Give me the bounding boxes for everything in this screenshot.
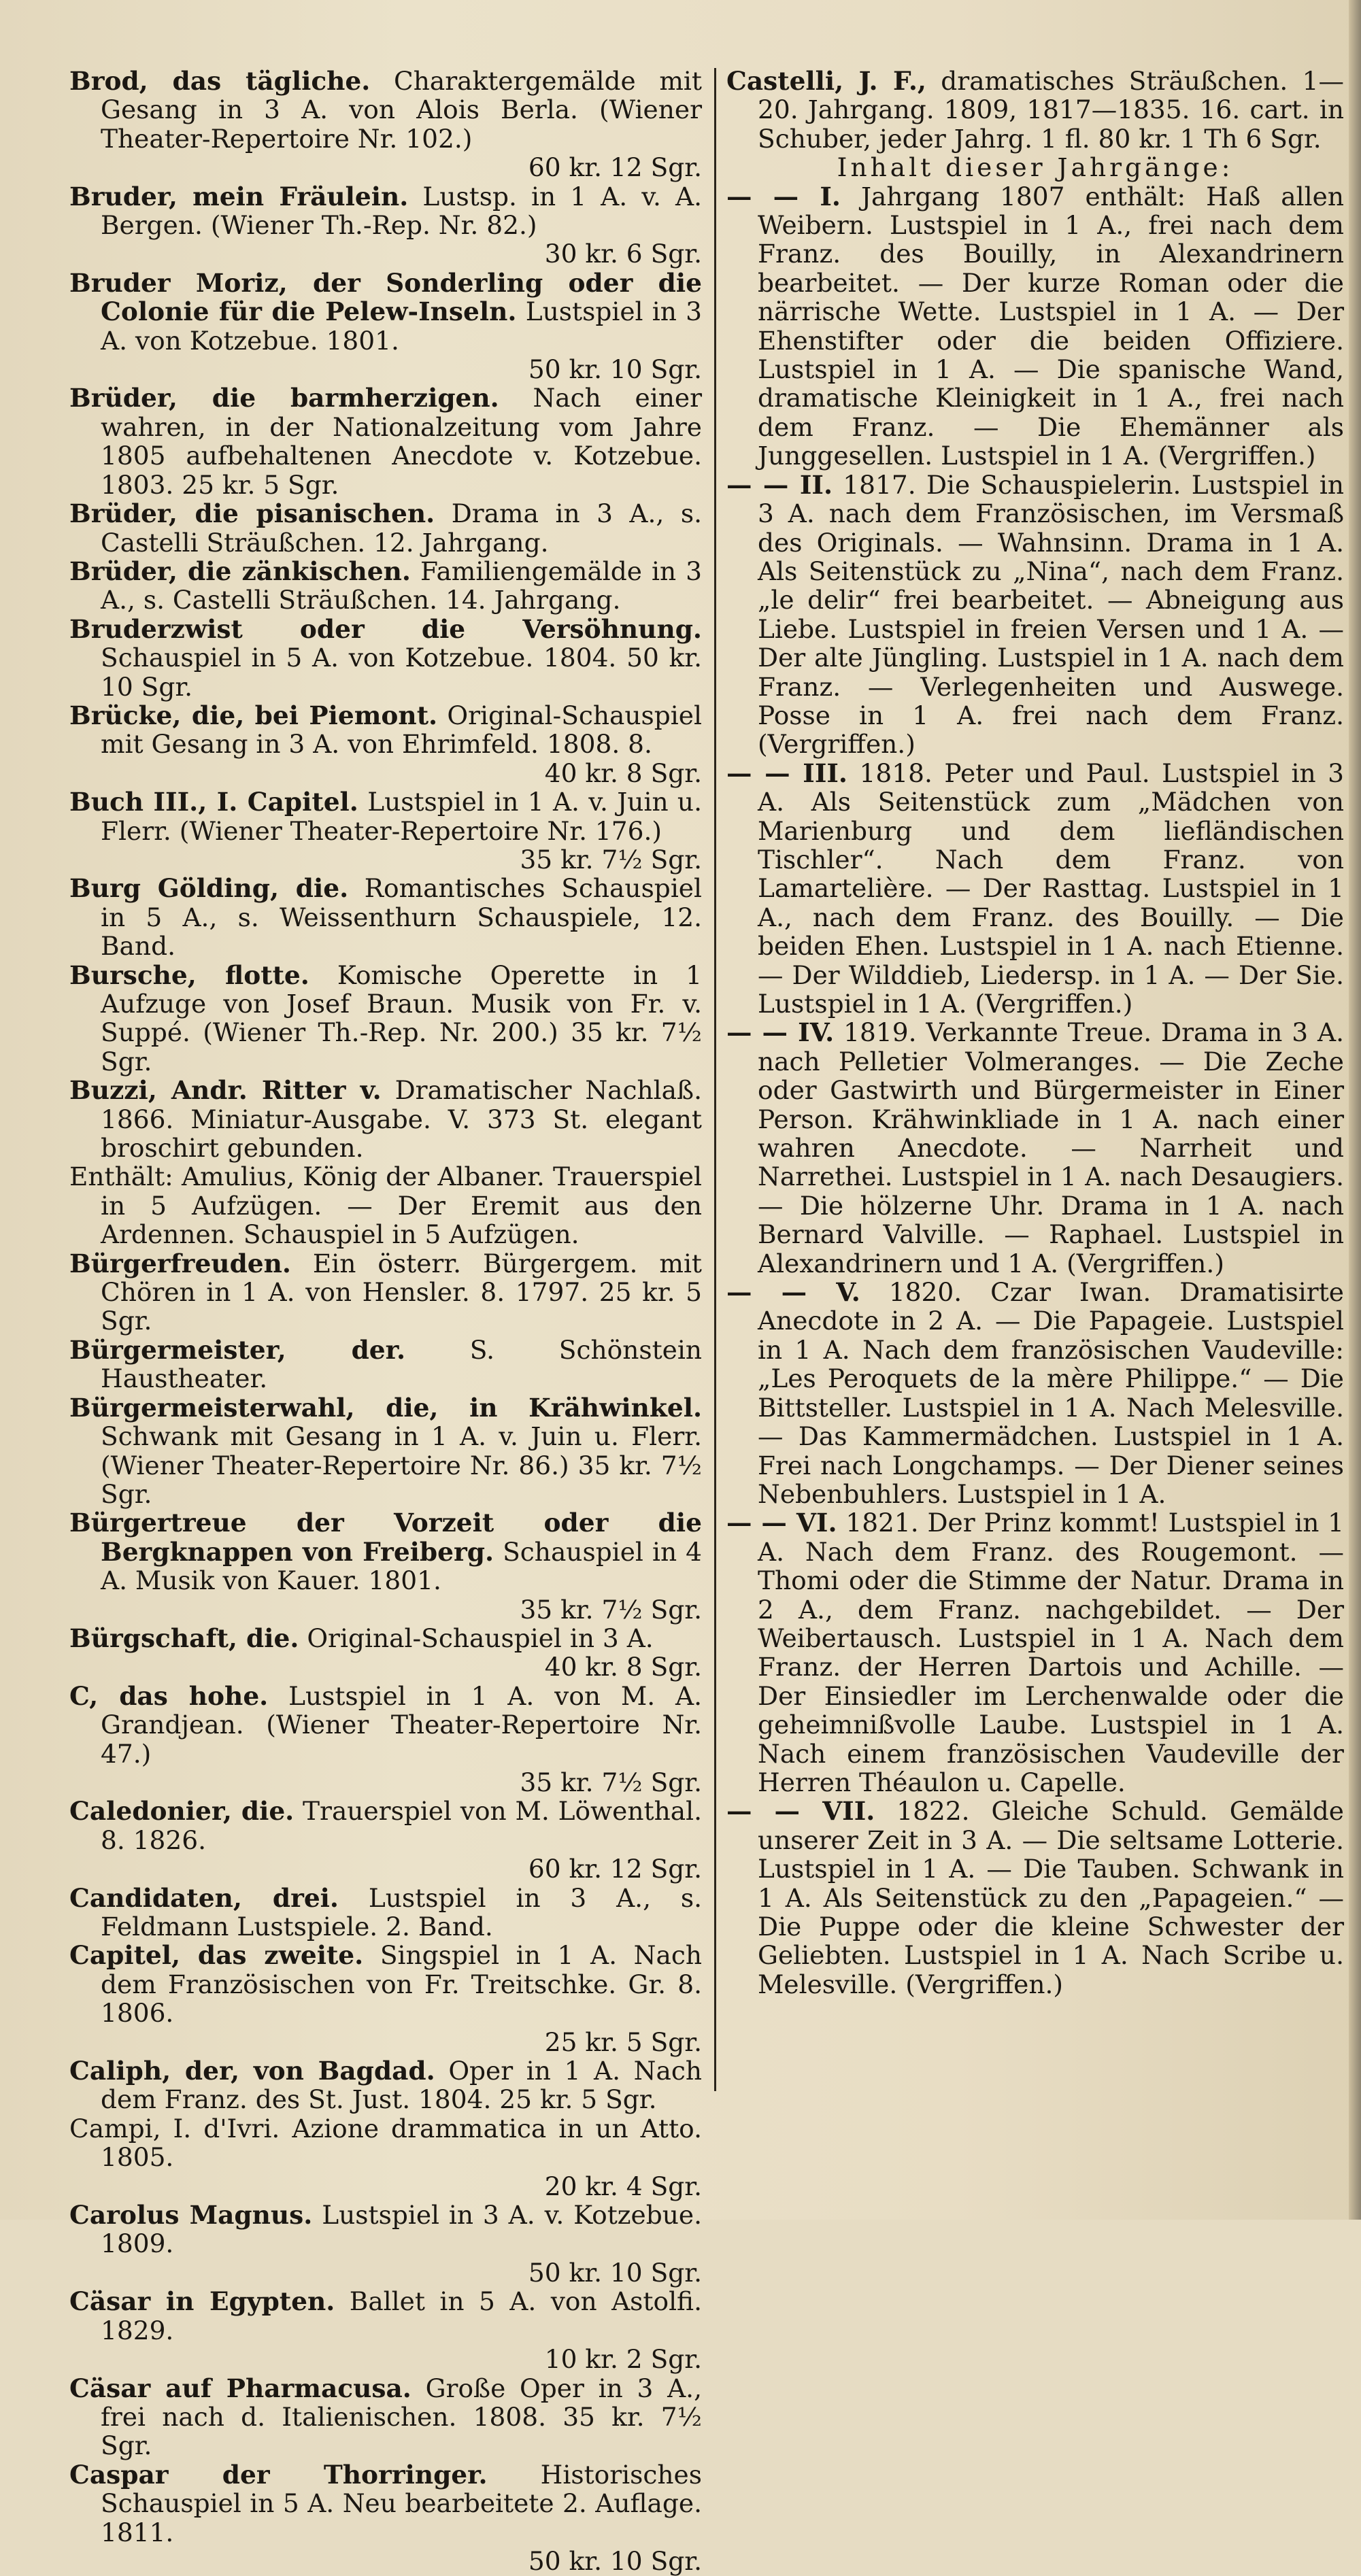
entry-title: Cäsar in Egypten. (69, 2286, 335, 2317)
entry-text: Original-Schauspiel in 3 A. (307, 1623, 654, 1653)
entry-text: Komische Operette in 1 Aufzuge von Josef Braun. Musik von Fr. v. Suppé. (Wiener Th.-Rep. Nr. 200.) 35 kr. 7½ Sgr. (101, 960, 702, 1077)
year-entry (726, 759, 1344, 1019)
catalog-entry (69, 1508, 702, 1624)
catalog-entry (69, 701, 702, 787)
entry-title: Bürgschaft, die. (69, 1623, 299, 1653)
entry-price: 60 kr. 12 Sgr. (528, 152, 702, 183)
entry-text: Original-Schauspiel mit Gesang in 3 A. von Ehrimfeld. 1808. 8. (101, 700, 702, 760)
entry-title: C, das hohe. (69, 1680, 269, 1711)
entry-text: Nach einer wahren, in der Nationalzeitung vom Jahre 1805 aufbehaltenen Anecdote v. Kotzebue. 1803. 25 kr. 5 Sgr. (101, 383, 703, 500)
year-text: 1817. Die Schauspielerin. Lustspiel in 3 A. nach dem Französischen, im Versmaß des Originals. — Wahnsinn. Drama in 1 A. Als Seitenstück zu „Nina“, nach dem Franz. „le delir“ frei bearbeitet. — Abneigung aus Liebe. Lustspiel in freien Versen und 1 A. — Der alte Jüngling. Lustspiel in 1 A. nach dem Franz. — Verlegenheiten und Auswege. Posse in 1 A. frei nach dem Franz. (Vergriffen.) (758, 469, 1344, 760)
entry-text: Lustspiel in 3 A. v. Kotzebue. 1809. (101, 2200, 703, 2259)
catalog-entry (69, 384, 702, 499)
catalog-entry (69, 874, 702, 960)
year-entry (726, 1508, 1344, 1797)
entry-text: Große Oper in 3 A., frei nach d. Italienischen. 1808. 35 kr. 7½ Sgr. (101, 2373, 702, 2461)
catalog-entry (69, 1336, 702, 1393)
year-text: 1819. Verkannte Treue. Drama in 3 A. nach Pelletier Volmeranges. — Die Zeche oder Gastwirth und Bürgermeister in Einer Person. Krähwinkliade in 1 A. nach einer wahren Anecdote. — Narrheit und Narrethei. Lustspiel in 1 A. nach Desaugiers. — Die hölzerne Uhr. Drama in 1 A. nach Bernard Valville. — Raphael. Lustspiel in Alexandrinern und 1 A. (Vergriffen.) (758, 1017, 1345, 1278)
catalog-entry (69, 1941, 702, 2056)
catalog-entry (69, 787, 702, 874)
entry-text: Ein österr. Bürgergem. mit Chören in 1 A. von Hensler. 8. 1797. 25 kr. 5 Sgr. (101, 1248, 703, 1336)
catalog-entry (69, 2460, 702, 2576)
entry-title: Carolus Magnus. (69, 2200, 313, 2231)
entry-title: Bürgermeisterwahl, die, in Krähwinkel. (69, 1392, 702, 1423)
entry-price: 40 kr. 8 Sgr. (544, 758, 702, 788)
entry-text: Romantisches Schauspiel in 5 A., s. Weissenthurn Schauspiele, 12. Band. (101, 873, 702, 962)
catalog-entry (69, 1624, 702, 1682)
year-label: — — I. (726, 181, 841, 211)
entry-text: Enthält: Amulius, König der Albaner. Trauerspiel in 5 Aufzügen. — Der Eremit aus den Ardennen. Schauspiel in 5 Aufzügen. (69, 1162, 702, 1250)
entry-text: Lustspiel in 1 A. von M. A. Grandjean. (Wiener Theater-Repertoire Nr. 47.) (101, 1680, 702, 1769)
entry-title: Brüder, die zänkischen. (69, 556, 411, 586)
entry-text: Schwank mit Gesang in 1 A. v. Juin u. Flerr. (Wiener Theater-Repertoire Nr. 86.) 35 kr. 7½ Sgr. (101, 1421, 702, 1509)
entry-text: Trauerspiel von M. Löwenthal. 8. 1826. (101, 1796, 702, 1855)
year-entry (726, 1278, 1344, 1508)
contents-heading: Inhalt dieser Jahrgänge: (837, 152, 1234, 183)
entry-text: Lustspiel in 3 A., s. Feldmann Lustspiele. 2. Band. (101, 1882, 702, 1942)
entry-title: Castelli, J. F., (726, 66, 926, 96)
entry-title: Cäsar auf Pharmacusa. (69, 2373, 411, 2403)
year-label: — — IV. (726, 1017, 835, 1048)
page-edge (1349, 0, 1361, 2220)
catalog-entry (69, 2114, 702, 2201)
catalog-entry (69, 1249, 702, 1336)
year-text: Jahrgang 1807 enthält: Haß allen Weibern. Lustspiel in 1 A., frei nach dem Franz. des Bouilly, in Alexandrinern bearbeitet. — Der kurze Roman oder die närrische Wette. Lustspiel in 1 A. — Der Ehenstifter oder die beiden Offiziere. Lustspiel in 1 A. — Die spanische Wand, dramatische Kleinigkeit in 1 A., frei nach dem Franz. — Die Ehemänner als Junggesellen. Lustspiel in 1 A. (Vergriffen.) (758, 181, 1344, 471)
entry-price: 25 kr. 5 Sgr. (544, 2027, 702, 2057)
entry-title: Bruder Moriz, der Sonderling oder die Colonie für die Pelew-Inseln. (69, 267, 702, 327)
catalog-entry (69, 1162, 702, 1249)
entry-title: Brod, das tägliche. (69, 66, 371, 96)
entry-text: Ballet in 5 A. von Astolfi. 1829. (101, 2286, 702, 2345)
entry-title: Buzzi, Andr. Ritter v. (69, 1075, 382, 1106)
year-label: — — II. (726, 469, 833, 500)
entry-text: Dramatischer Nachlaß. 1866. Miniatur-Ausgabe. V. 373 St. elegant broschirt gebunden. (101, 1075, 703, 1164)
year-entry (726, 1018, 1344, 1278)
entry-price: 40 kr. 8 Sgr. (544, 1652, 702, 1682)
entry-text: dramatisches Sträußchen. 1—20. Jahrgang. 1809, 1817—1835. 16. cart. in Schuber, jeder Jahrg. 1 fl. 80 kr. 1 Th 6 Sgr. (758, 66, 1344, 154)
column-rule (714, 68, 716, 2091)
year-entry (726, 1797, 1344, 1999)
entry-text: Schauspiel in 5 A. von Kotzebue. 1804. 50 kr. 10 Sgr. (101, 643, 702, 702)
entry-text: Historisches Schauspiel in 5 A. Neu bearbeitete 2. Auflage. 1811. (101, 2459, 702, 2547)
entry-price: 50 kr. 10 Sgr. (528, 2257, 702, 2288)
entry-text: S. Schönstein Haustheater. (101, 1334, 702, 1394)
entry-title: Brücke, die, bei Piemont. (69, 700, 438, 730)
catalog-entry (69, 1393, 702, 1509)
entry-text: Drama in 3 A., s. Castelli Sträußchen. 12. Jahrgang. (101, 498, 702, 558)
entry-title: Caledonier, die. (69, 1796, 295, 1827)
catalog-entry (69, 2374, 702, 2460)
year-text: 1820. Czar Iwan. Dramatisirte Anecdote in 2 A. — Die Papageie. Lustspiel in 1 A. Nach dem französischen Vaudeville: „Les Peroquets de la mère Philippe.“ — Die Bittsteller. Lustspiel in 1 A. Nach Melesville. — Das Kammermädchen. Lustspiel in 1 A. Frei nach Longchamps. — Der Diener seines Nebenbuhlers. Lustspiel in 1 A. (758, 1277, 1344, 1509)
entry-text: Singspiel in 1 A. Nach dem Französischen von Fr. Treitschke. Gr. 8. 1806. (101, 1940, 702, 2029)
entry-title: Burg Gölding, die. (69, 873, 349, 904)
entry-price: 60 kr. 12 Sgr. (528, 1854, 702, 1884)
year-entry (726, 471, 1344, 759)
catalog-entry (69, 67, 702, 182)
catalog-entry (69, 1076, 702, 1162)
entry-text: Campi, I. d'Ivri. Azione drammatica in un Atto. 1805. (69, 2113, 702, 2173)
catalog-entry (69, 2056, 702, 2114)
entry-text: Lustspiel in 3 A. von Kotzebue. 1801. (101, 296, 702, 356)
year-label: — — V. (726, 1277, 860, 1308)
entry-price: 35 kr. 7½ Sgr. (520, 1767, 702, 1797)
catalog-entry (69, 1797, 702, 1883)
entry-price: 35 kr. 7½ Sgr. (520, 844, 702, 875)
catalog-entry (69, 182, 702, 269)
entry-title: Bürgermeister, der. (69, 1334, 406, 1365)
entry-text: Schauspiel in 4 A. Musik von Kauer. 1801. (101, 1536, 703, 1596)
year-text: 1818. Peter und Paul. Lustspiel in 3 A. Als Seitenstück zum „Mädchen von Marienburg und dem liefländischen Tischler“. Nach dem Franz. von Lamartelière. — Der Rasttag. Lustspiel in 1 A., nach dem Franz. des Bouilly. — Die beiden Ehen. Lustspiel in 1 A. nach Etienne. — Der Wilddieb, Liedersp. in 1 A. — Der Sie. Lustspiel in 1 A. (Vergriffen.) (758, 758, 1345, 1019)
entry-title: Brüder, die barmherzigen. (69, 383, 499, 413)
entry-text: Lustsp. in 1 A. v. A. Bergen. (Wiener Th.-Rep. Nr. 82.) (101, 181, 702, 241)
catalog-entry (69, 615, 702, 701)
entry-price: 30 kr. 6 Sgr. (544, 239, 702, 269)
year-entry (726, 182, 1344, 471)
right-column (726, 67, 1344, 1999)
year-text: 1821. Der Prinz kommt! Lustspiel in 1 A. Nach dem Franz. des Rougemont. — Thomi oder die Stimme der Natur. Drama in 2 A., dem Franz. nachgebildet. — Der Weibertausch. Lustspiel in 1 A. Nach dem Franz. der Herren Dartois und Achille. — Der Einsiedler im Lerchenwalde oder die geheimnißvolle Laube. Lustspiel in 1 A. Nach einem französischen Vaudeville der Herren Théaulon u. Capelle. (758, 1508, 1345, 1797)
entry-title: Caspar der Thorringer. (69, 2459, 488, 2490)
catalog-entry (69, 2201, 702, 2287)
entry-title: Caliph, der, von Bagdad. (69, 2056, 435, 2086)
entry-title: Buch III., I. Capitel. (69, 787, 358, 817)
entry-title: Bürgertreue der Vorzeit oder die Bergknappen von Freiberg. (69, 1508, 702, 1567)
year-text: 1822. Gleiche Schuld. Gemälde unserer Zeit in 3 A. — Die seltsame Lotterie. Lustspiel in 1 A. — Die Tauben. Schwank in 1 A. Als Seitenstück zu den „Papageien.“ — Die Puppe oder die kleine Schwester der Geliebten. Lustspiel in 1 A. Nach Scribe u. Melesville. (Vergriffen.) (758, 1796, 1344, 1999)
year-label: — — VI. (726, 1508, 837, 1538)
entry-price: 35 kr. 7½ Sgr. (520, 1594, 702, 1625)
catalog-entry (69, 1682, 702, 1797)
castelli-entry (726, 67, 1344, 153)
year-list (726, 182, 1344, 1999)
entry-price: 10 kr. 2 Sgr. (544, 2344, 702, 2375)
year-label: — — III. (726, 758, 847, 788)
catalog-entry (69, 557, 702, 615)
entry-text: Lustspiel in 1 A. v. Juin u. Flerr. (Wiener Theater-Repertoire Nr. 176.) (101, 787, 702, 846)
catalog-entry (69, 269, 702, 384)
entry-title: Bürgerfreuden. (69, 1248, 291, 1278)
entry-price: 20 kr. 4 Sgr. (544, 2171, 702, 2201)
entry-price: 50 kr. 10 Sgr. (528, 2545, 702, 2576)
year-label: — — VII. (726, 1796, 875, 1827)
entry-text: Charaktergemälde mit Gesang in 3 A. von Alois Berla. (Wiener Theater-Repertoire Nr. 102.) (101, 66, 702, 154)
entry-title: Capitel, das zweite. (69, 1940, 364, 1971)
entry-title: Brüder, die pisanischen. (69, 498, 435, 529)
entry-title: Bruderzwist oder die Versöhnung. (69, 613, 702, 644)
catalog-entry (69, 1884, 702, 1942)
entry-title: Candidaten, drei. (69, 1882, 339, 1913)
entry-title: Bruder, mein Fräulein. (69, 181, 409, 211)
catalog-entry (69, 2287, 702, 2373)
entry-price: 50 kr. 10 Sgr. (528, 354, 702, 385)
entry-text: Familiengemälde in 3 A., s. Castelli Sträußchen. 14. Jahrgang. (101, 556, 702, 615)
entry-title: Bursche, flotte. (69, 960, 309, 990)
catalog-entry (69, 961, 702, 1077)
left-column (69, 67, 702, 2575)
entry-text: Oper in 1 A. Nach dem Franz. des St. Just. 1804. 25 kr. 5 Sgr. (101, 2056, 702, 2115)
catalog-entry (69, 499, 702, 557)
